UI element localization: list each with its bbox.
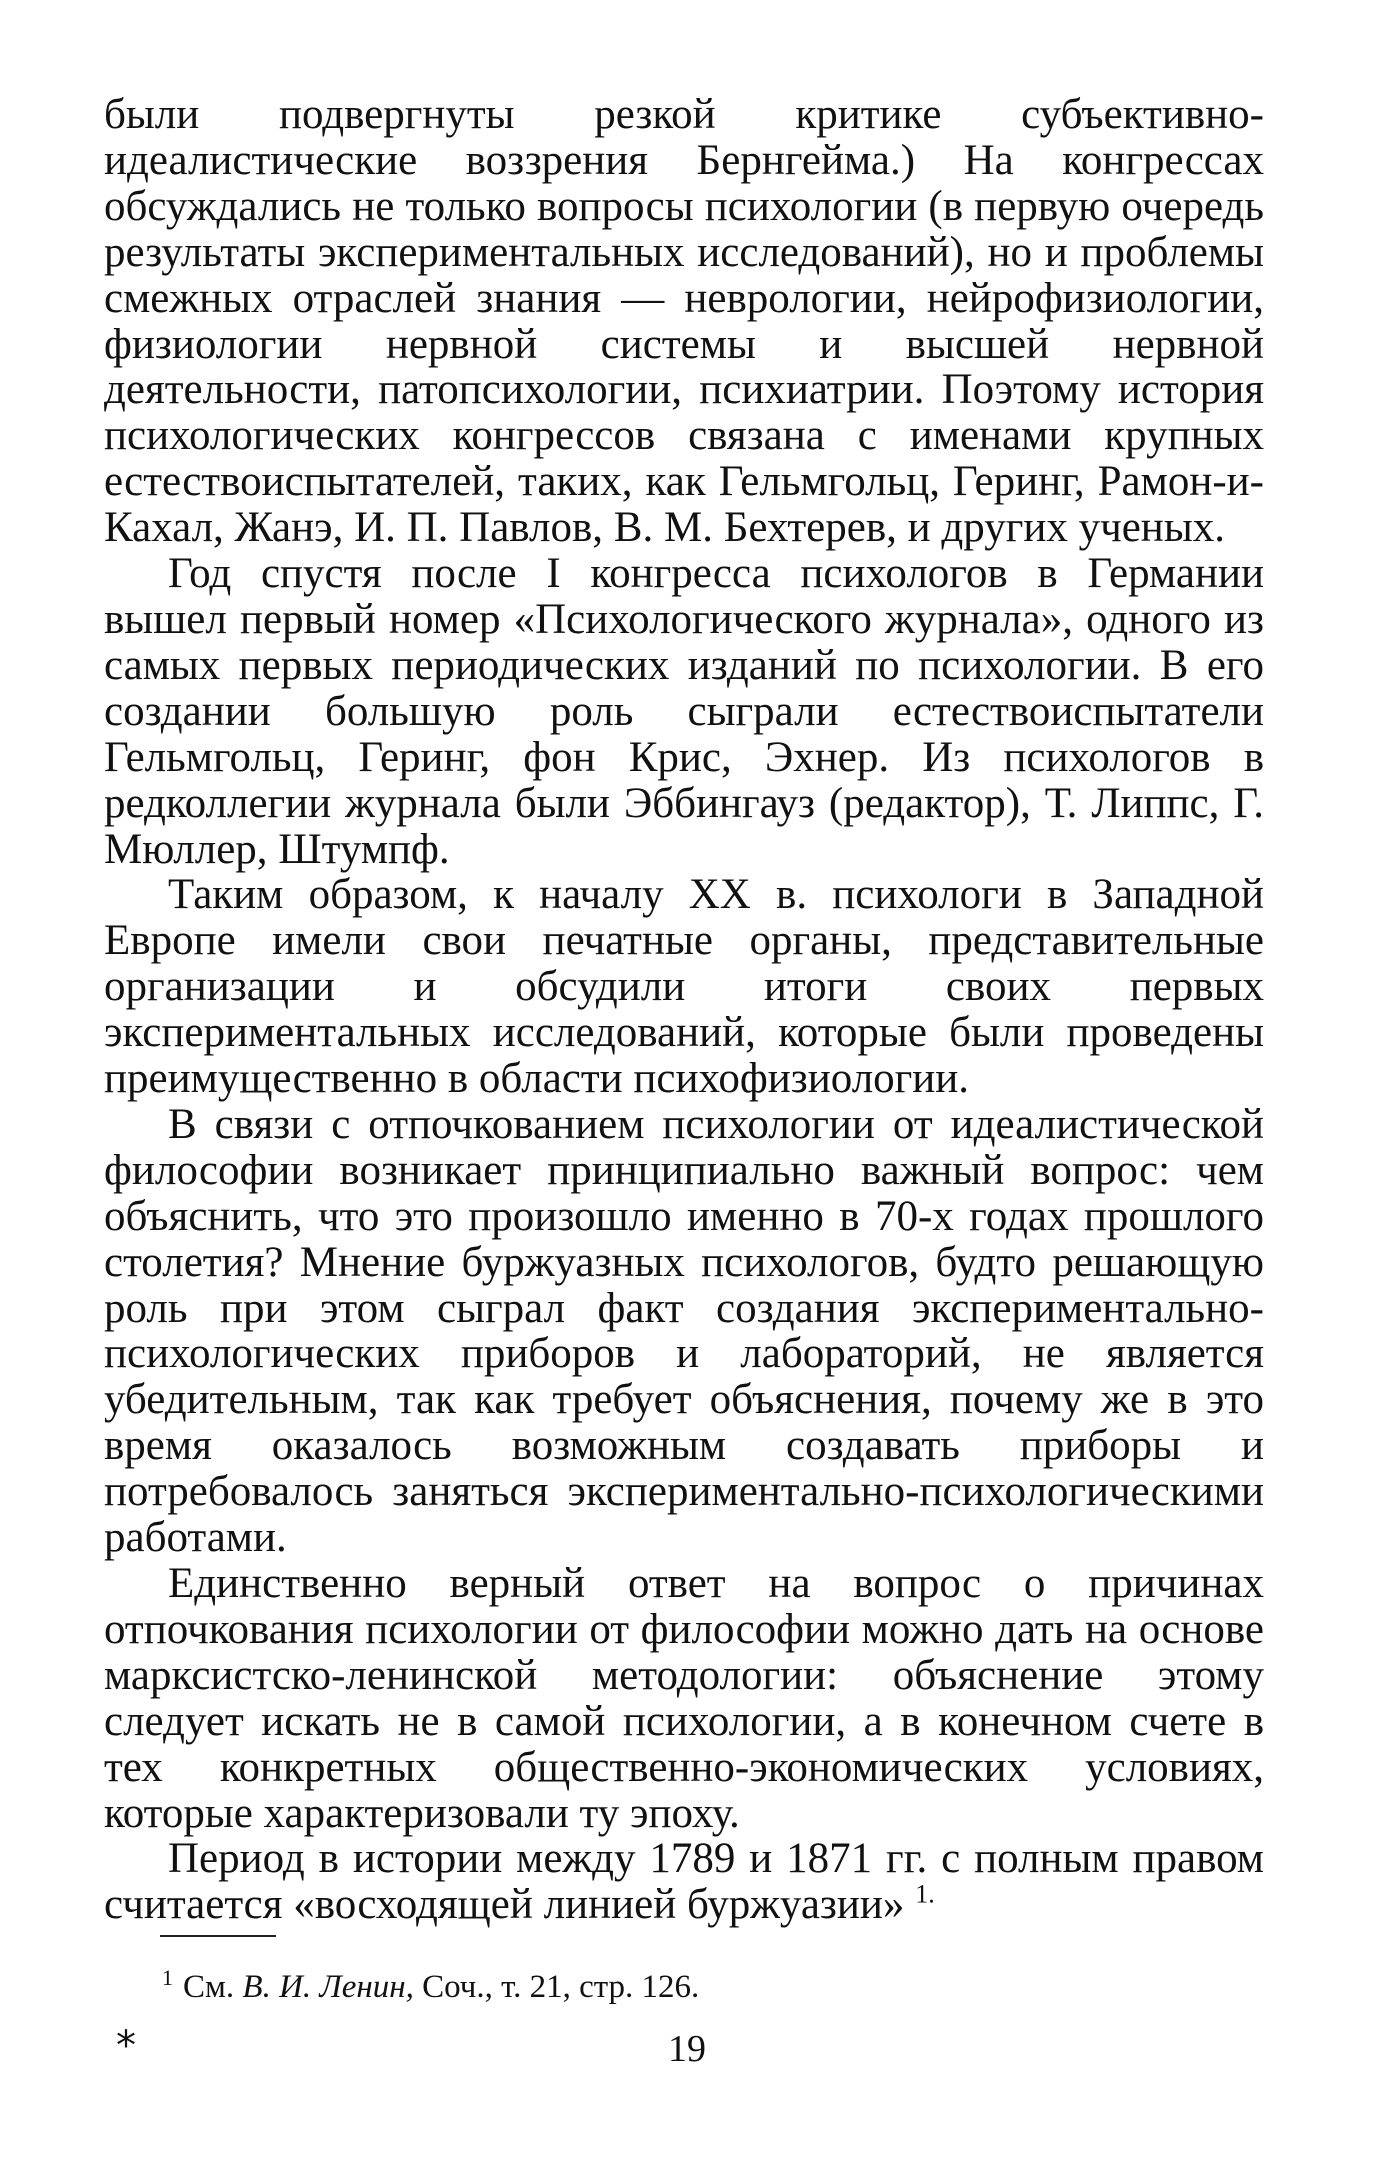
main-text <box>104 92 1264 1928</box>
paragraph-3: Таким образом, к началу XX в. психологи в Западной Европе имели свои печатные органы, представительные организации и обсудили итоги своих первых экспериментальных исследований, которые были проведены преимущественно в области психофизиологии. <box>104 871 1264 1103</box>
paragraph-2: Год спустя после I конгресса психологов в Германии вышел первый номер «Психологического журнала», одного из самых первых периодических изданий по психологии. В его создании большую роль сыграли естествоиспытатели Гельмгольц, Геринг, фон Крис, Эхнер. Из психологов в редколлегии журнала были Эббингауз (редактор), Т. Липпс, Г. Мюллер, Штумпф. <box>104 550 1264 873</box>
signature-asterisk: * <box>116 2023 136 2069</box>
footnote-reference: 1. <box>915 1880 935 1910</box>
page-number: 19 <box>668 2028 706 2070</box>
paragraph-1: были подвергнуты резкой критике субъективно-идеалистические воззрения Бернгейма.) На конгрессах обсуждались не только вопросы психологии (в первую очередь результаты экспериментальных исследований), но и проблемы смежных отраслей знания — неврологии, нейрофизиологии, физиологии нервной системы и высшей нервной деятельности, патопсихологии, психиатрии. Поэтому история психологических конгрессов связана с именами крупных естествоиспытателей, таких, как Гельмгольц, Геринг, Рамон-и-Кахал, Жанэ, И. П. Павлов, В. М. Бехтерев, и других ученых. <box>104 91 1264 552</box>
paragraph-4: В связи с отпочкованием психологии от идеалистической философии возникает принципиально важный вопрос: чем объяснить, что это произошло именно в 70-х годах прошлого столетия? Мнение буржуазных психологов, будто решающую роль при этом сыграл факт создания экспериментально-психологических приборов и лабораторий, не является убедительным, так как требует объяснения, почему же в это время оказалось возможным создавать приборы и потребовалось заняться экспериментально-психологическими работами. <box>104 1100 1264 1562</box>
footnote-author: В. И. Ленин, <box>242 1969 414 2005</box>
footnote-prefix: См. <box>183 1969 235 2005</box>
paragraph-5: Единственно верный ответ на вопрос о причинах отпочкования психологии от философии можно дать на основе марксистско-ленинской методологии: объяснение этому следует искать не в самой психологии, а в конечном счете в тех конкретных общественно-экономических условиях, которые характеризовали ту эпоху. <box>104 1560 1264 1837</box>
footnote-source: Соч., т. 21, стр. 126. <box>422 1969 700 2005</box>
paragraph-6-text: Период в истории между 1789 и 1871 гг. с полным правом считается «восходящей линией буржуазии» <box>104 1835 1264 1929</box>
paragraph-6 <box>104 1836 1264 1928</box>
footnote-divider <box>160 1935 276 1937</box>
footnote <box>162 1958 699 2007</box>
footnote-mark: 1 <box>162 1965 173 1990</box>
